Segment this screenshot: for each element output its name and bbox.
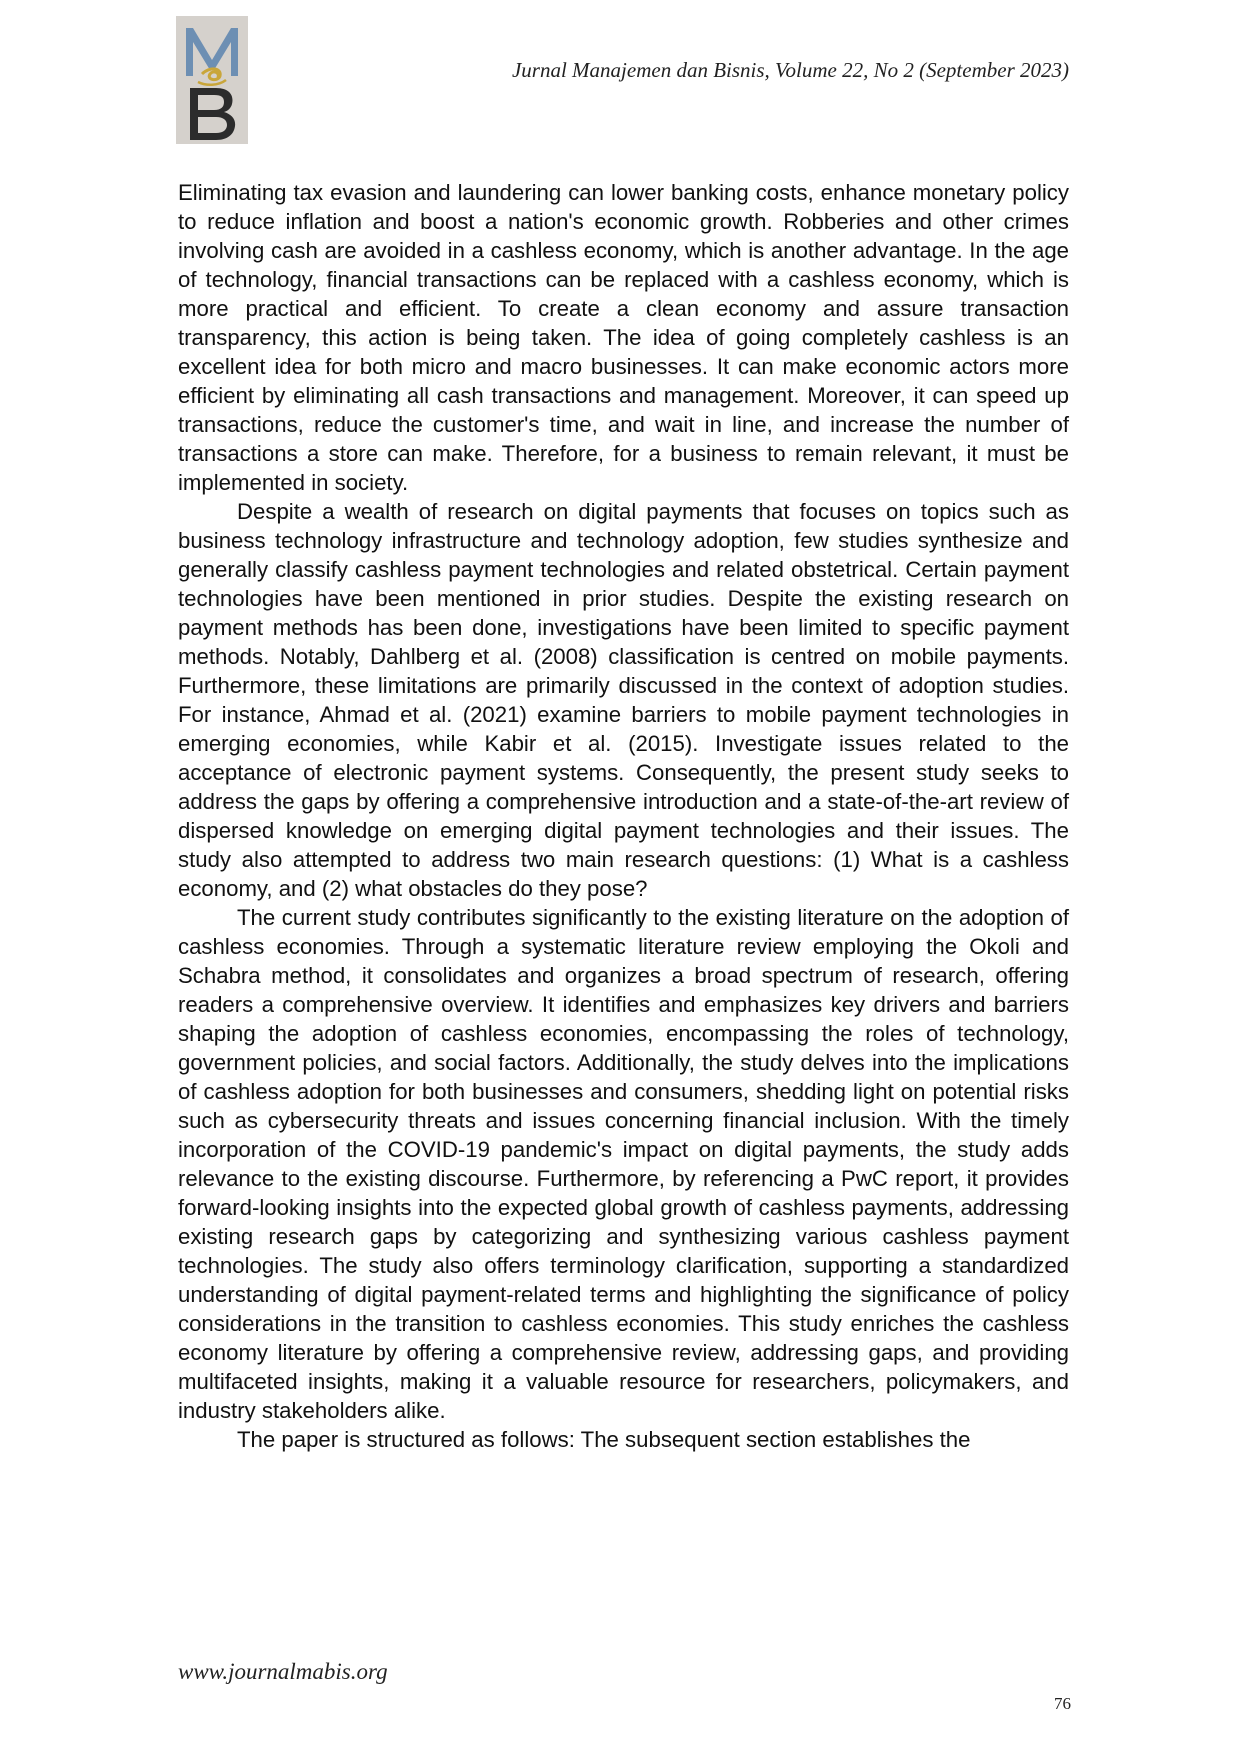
mb-monogram-icon bbox=[176, 16, 248, 144]
paragraph: Eliminating tax evasion and laundering can lower banking costs, enhance monetary policy to reduce inflation and boost a nation's economic growth. Robberies and other crimes involving cash are avoided in a cashless economy, which is another advantage. In the age of technology, financial transactions can be replaced with a cashless economy, which is more practical and efficient. To create a clean economy and assure transaction transparency, this action is being taken. The idea of going completely cashless is an excellent idea for both micro and macro businesses. It can make economic actors more efficient by eliminating all cash transactions and management. Moreover, it can speed up transactions, reduce the customer's time, and wait in line, and increase the number of transactions a store can make. Therefore, for a business to remain relevant, it must be implemented in society. bbox=[178, 180, 1069, 495]
journal-logo bbox=[176, 16, 248, 144]
paragraph: The paper is structured as follows: The subsequent section establishes the bbox=[237, 1427, 971, 1452]
article-body bbox=[178, 178, 1069, 1454]
footer-url: www.journalmabis.org bbox=[178, 1659, 388, 1684]
page-number: 76 bbox=[1054, 1694, 1071, 1713]
journal-running-head: Jurnal Manajemen dan Bisnis, Volume 22, No 2 (September 2023) bbox=[511, 58, 1069, 82]
paragraph: The current study contributes significantly to the existing literature on the adoption of cashless economies. Through a systematic literature review employing the Okoli and Schabra method, it consolidates and organizes a broad spectrum of research, offering readers a comprehensive overview. It identifies and emphasizes key drivers and barriers shaping the adoption of cashless economies, encompassing the roles of technology, government policies, and social factors. Additionally, the study delves into the implications of cashless adoption for both businesses and consumers, shedding light on potential risks such as cybersecurity threats and issues concerning financial inclusion. With the timely incorporation of the COVID-19 pandemic's impact on digital payments, the study adds relevance to the existing discourse. Furthermore, by referencing a PwC report, it provides forward-looking insights into the expected global growth of cashless payments, addressing existing research gaps by categorizing and synthesizing various cashless payment technologies. The study also offers terminology clarification, supporting a standardized understanding of digital payment-related terms and highlighting the significance of policy considerations in the transition to cashless economies. This study enriches the cashless economy literature by offering a comprehensive review, addressing gaps, and providing multifaceted insights, making it a valuable resource for researchers, policymakers, and industry stakeholders alike. bbox=[178, 905, 1069, 1423]
paragraph: Despite a wealth of research on digital payments that focuses on topics such as business technology infrastructure and technology adoption, few studies synthesize and generally classify cashless payment technologies and related obstetrical. Certain payment technologies have been mentioned in prior studies. Despite the existing research on payment methods has been done, investigations have been limited to specific payment methods. Notably, Dahlberg et al. (2008) classification is centred on mobile payments. Furthermore, these limitations are primarily discussed in the context of adoption studies. For instance, Ahmad et al. (2021) examine barriers to mobile payment technologies in emerging economies, while Kabir et al. (2015). Investigate issues related to the acceptance of electronic payment systems. Consequently, the present study seeks to address the gaps by offering a comprehensive introduction and a state-of-the-art review of dispersed knowledge on emerging digital payment technologies and their issues. The study also attempted to address two main research questions: (1) What is a cashless economy, and (2) what obstacles do they pose? bbox=[178, 499, 1069, 901]
